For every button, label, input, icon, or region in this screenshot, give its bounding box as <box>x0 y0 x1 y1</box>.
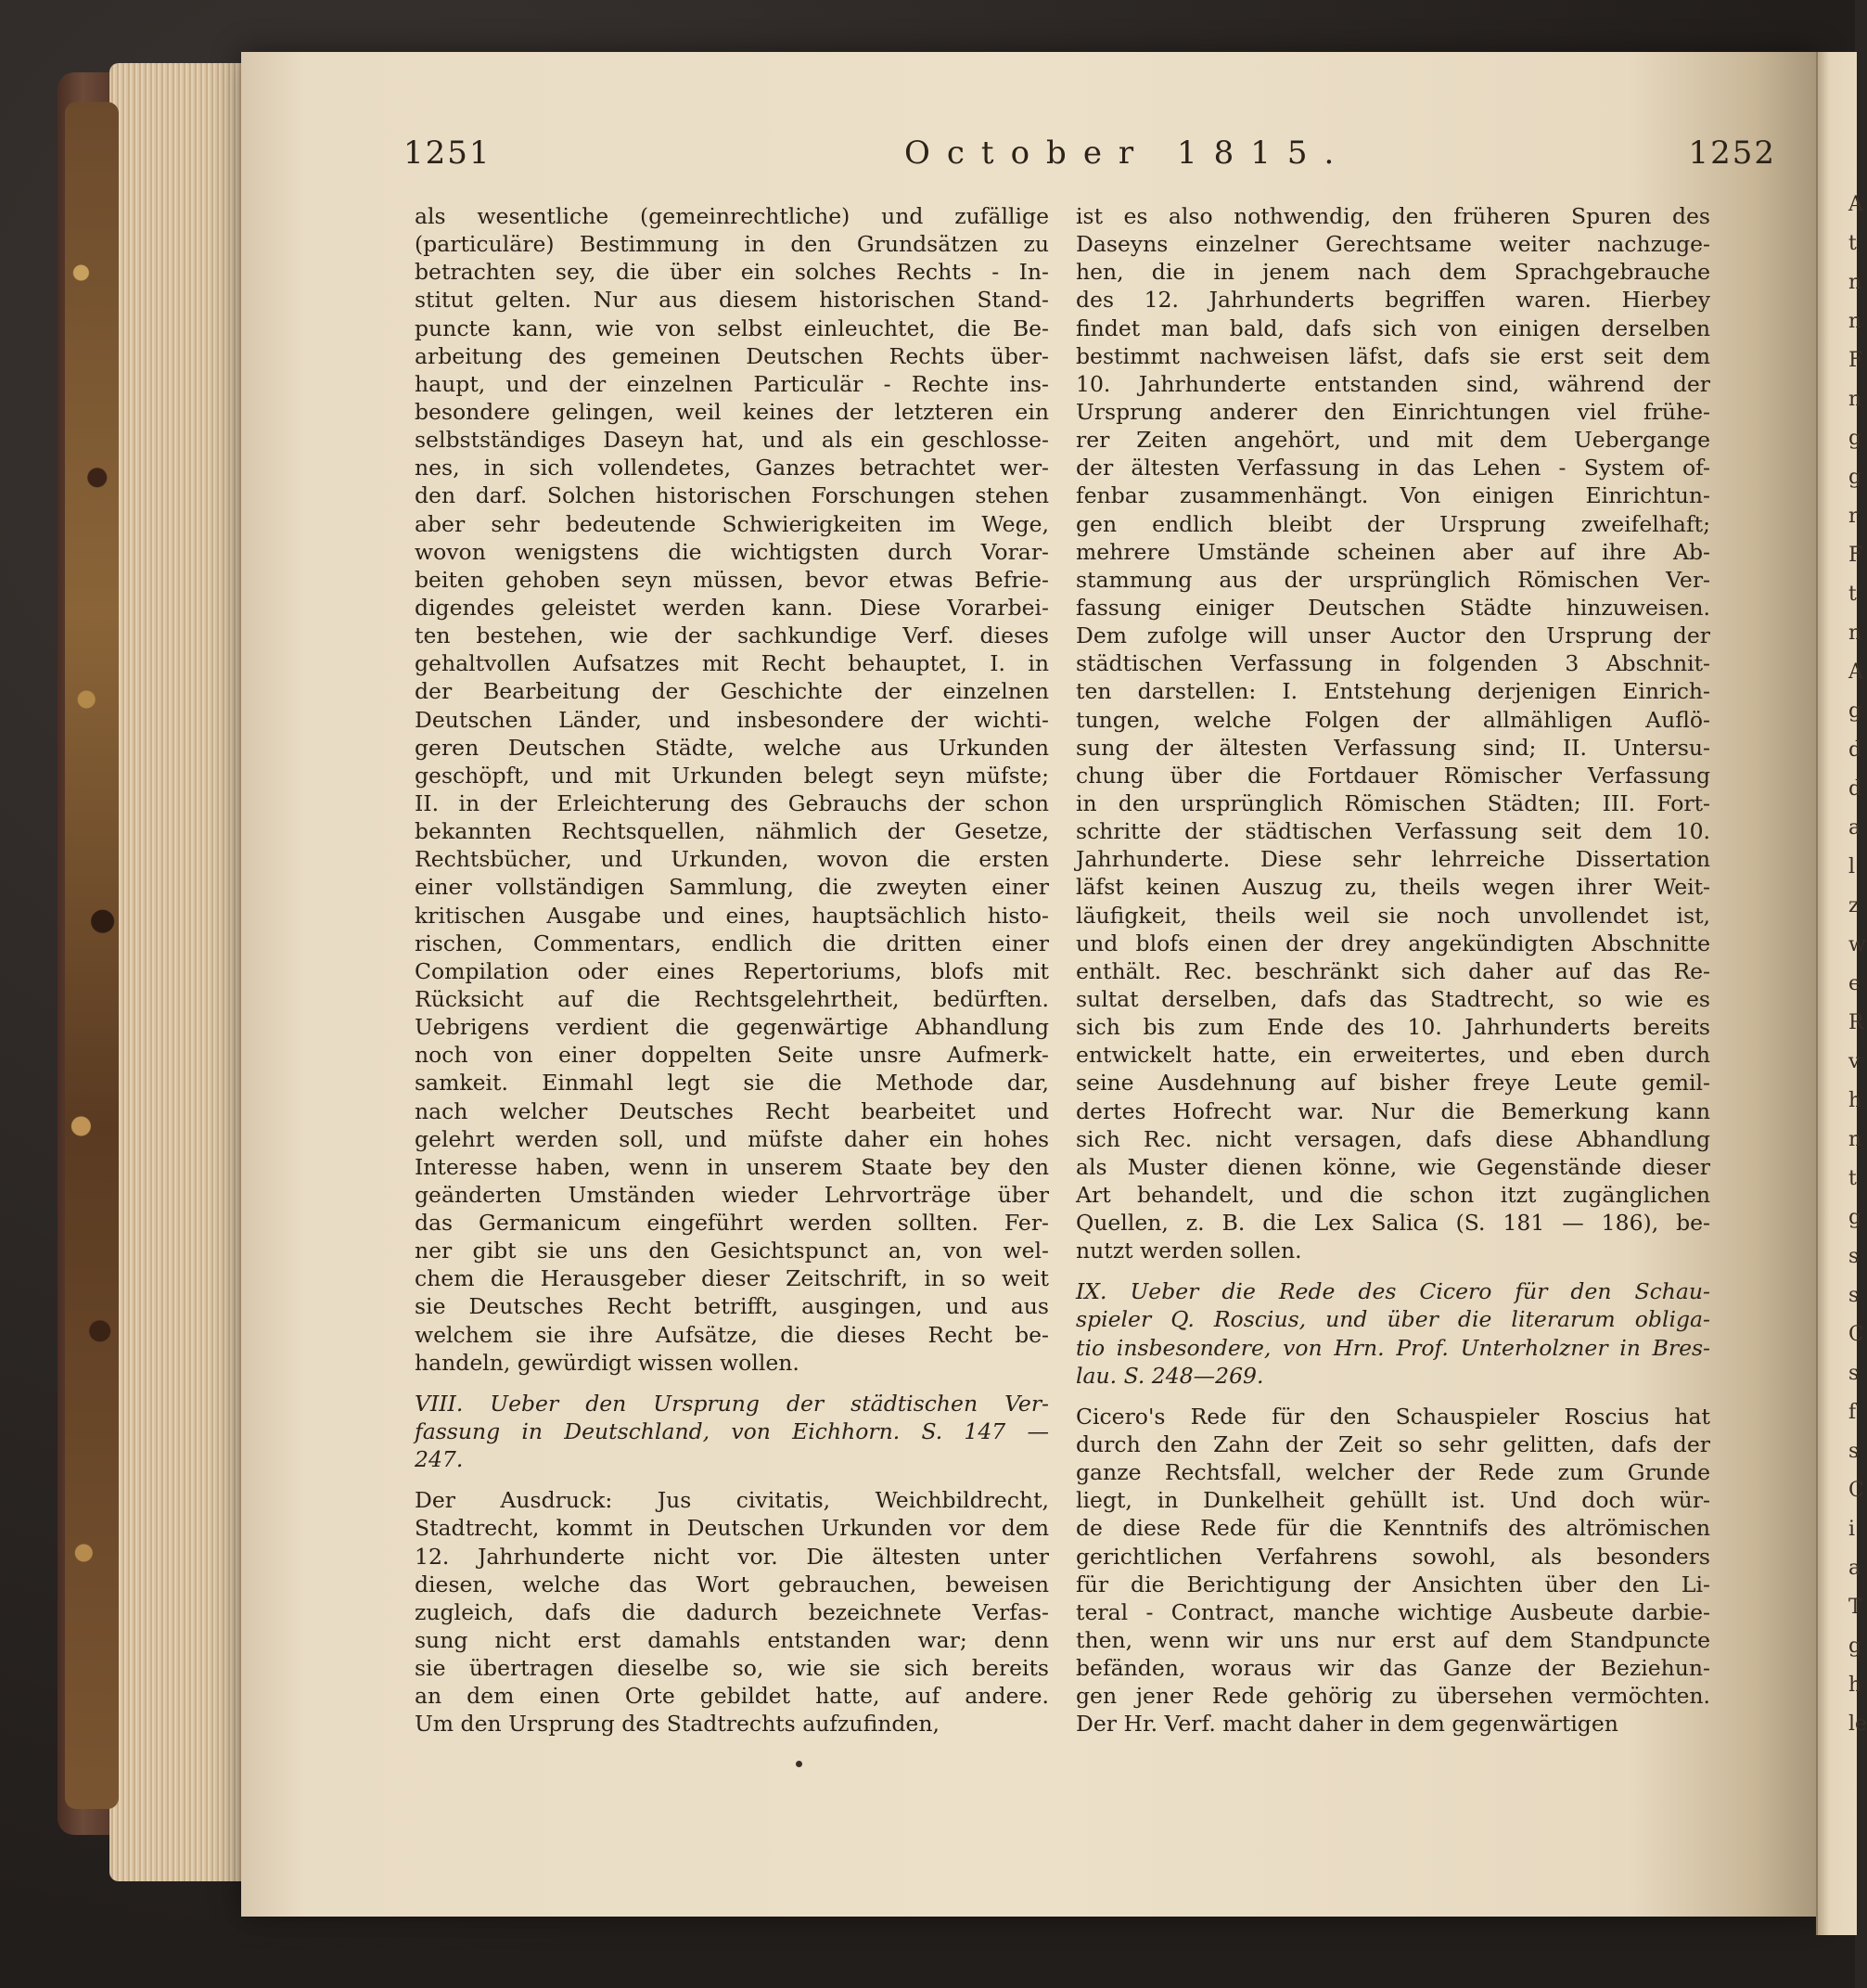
marbled-edge <box>65 102 119 1809</box>
lines_after-line: befänden, woraus wir das Ganze der Beziehun- <box>1076 1655 1710 1682</box>
lines-line: (particuläre) Bestimmung in den Grundsätzen zu <box>415 231 1049 258</box>
edge-letter: a <box>1848 816 1861 840</box>
edge-letter: f <box>1848 1401 1857 1424</box>
lines-line: bestimmt nachweisen läfst, dafs sie erst seit dem <box>1076 342 1710 369</box>
lines-line: und blofs einen der drey angekündigten Abschnitte <box>1076 930 1710 956</box>
lines-line: noch von einer doppelten Seite unsre Aufmerk- <box>415 1042 1049 1069</box>
edge-letter: d <box>1848 777 1862 801</box>
edge-letter: A <box>1848 661 1863 684</box>
lines-line: ten darstellen: I. Entstehung derjenigen Einrich- <box>1076 678 1710 705</box>
left-text-column <box>415 202 1049 1738</box>
lines-line: schritte der städtischen Verfassung seit dem 10. <box>1076 818 1710 845</box>
lines-line: II. in der Erleichterung des Gebrauchs der schon <box>415 789 1049 816</box>
edge-letter: t <box>1848 1167 1857 1190</box>
lines-line: der Bearbeitung der Geschichte der einzelnen <box>415 678 1049 705</box>
lines-line: besondere gelingen, weil keines der letzteren ein <box>415 398 1049 425</box>
lines-line: Compilation oder eines Repertoriums, blofs mit <box>415 957 1049 984</box>
section-gap <box>415 1377 1049 1390</box>
edge-letter: a <box>1848 1557 1861 1580</box>
lines-line: Daseyns einzelner Gerechtsame weiter nachzuge- <box>1076 231 1710 258</box>
lines-line: des 12. Jahrhunderts begriffen waren. Hierbey <box>1076 287 1710 314</box>
lines_after-line: teral - Contract, manche wichtige Ausbeute darbie- <box>1076 1598 1710 1625</box>
lines-line: handeln, gewürdigt wissen wollen. <box>415 1349 799 1376</box>
lines-line: sie Deutsches Recht betrifft, ausgingen, und aus <box>415 1293 1049 1320</box>
lines_after-line: gerichtlichen Verfahrens sowohl, als besonders <box>1076 1543 1710 1570</box>
edge-letter: n <box>1848 622 1862 645</box>
lines_after-line: then, wenn wir uns nur erst auf dem Standpuncte <box>1076 1627 1710 1654</box>
edge-letter: s <box>1848 1245 1860 1268</box>
lines_after-line: ganze Rechtsfall, welcher der Rede zum Grunde <box>1076 1459 1710 1486</box>
lines-line: betrachten sey, die über ein solches Rechts - In- <box>415 259 1049 286</box>
lines-line: digendes geleistet werden kann. Diese Vorarbei- <box>415 594 1049 621</box>
lines-line: stitut gelten. Nur aus diesem historischen Stand- <box>415 287 1049 314</box>
lines_after-line: Der Hr. Verf. macht daher in dem gegenwärtigen <box>1076 1711 1618 1738</box>
lines-line: bekannten Rechtsquellen, nähmlich der Gesetze, <box>415 818 1049 845</box>
lines-line: als Muster dienen könne, wie Gegenstände dieser <box>1076 1153 1710 1180</box>
edge-letter: h <box>1848 1674 1862 1697</box>
edge-letter: h <box>1848 1089 1862 1112</box>
lines-line: seine Ausdehnung auf bisher freye Leute gemil- <box>1076 1070 1710 1097</box>
lines-line: nutzt werden sollen. <box>1076 1238 1302 1264</box>
lines-line: ist es also nothwendig, den früheren Spuren des <box>1076 203 1710 229</box>
lines-line: Rücksicht auf die Rechtsgelehrtheit, bedürften. <box>415 985 1049 1012</box>
edge-letter: n <box>1848 388 1862 411</box>
section-gap <box>415 1473 1049 1486</box>
lines-line: sung der ältesten Verfassung sind; II. Untersu- <box>1076 734 1710 761</box>
lines_after-line: Der Ausdruck: Jus civitatis, Weichbildrecht, <box>415 1487 1049 1514</box>
lines_after-line: Cicero's Rede für den Schauspieler Roscius hat <box>1076 1403 1710 1430</box>
lines_after-line: durch den Zahn der Zeit so sehr gelitten, dafs der <box>1076 1431 1710 1458</box>
lines-line: Uebrigens verdient die gegenwärtige Abhandlung <box>415 1014 1049 1041</box>
lines-line: Deutschen Länder, und insbesondere der wichti- <box>415 706 1049 733</box>
lines-line: enthält. Rec. beschränkt sich daher auf das Re- <box>1076 957 1710 984</box>
lines-line: geänderten Umständen wieder Lehrvorträge über <box>415 1181 1049 1208</box>
edge-letter: g <box>1848 1635 1862 1658</box>
lines-line: gehaltvollen Aufsatzes mit Recht behauptet, I. in <box>415 650 1049 677</box>
lines-line: beiten gehoben seyn müssen, bevor etwas Befrie- <box>415 566 1049 593</box>
edge-letter: l <box>1848 855 1856 879</box>
next-page-letters <box>1848 186 1867 1744</box>
lines-line: läufigkeit, theils weil sie noch unvollendet ist, <box>1076 902 1710 929</box>
running-title: October 1815. <box>904 135 1351 172</box>
lines_after-line: gen jener Rede gehörig zu übersehen vermöchten. <box>1076 1683 1710 1710</box>
lines-line: Ursprung anderer den Einrichtungen viel frühe- <box>1076 398 1710 425</box>
lines-line: gelehrt werden soll, und müfste daher ein hohes <box>415 1125 1049 1152</box>
edge-letter: F <box>1848 349 1863 372</box>
lines-line: einer vollständigen Sammlung, die zweyten einer <box>415 874 1049 901</box>
lines_after-line: zugleich, dafs die dadurch bezeichnete Verfas- <box>415 1598 1049 1625</box>
lines_after-line: sung nicht erst damahls entstanden war; denn <box>415 1627 1049 1654</box>
page-mark <box>796 1761 802 1767</box>
lines-line: kritischen Ausgabe und eines, hauptsächlich histo- <box>415 902 1049 929</box>
lines_after-line: diesen, welche das Wort gebrauchen, beweisen <box>415 1571 1049 1597</box>
lines-line: geschöpft, und mit Urkunden belegt seyn müfste; <box>415 762 1049 789</box>
section-gap <box>1076 1390 1710 1403</box>
edge-letter: d <box>1848 738 1862 762</box>
lines-line: ner gibt sie uns den Gesichtspunct an, von wel- <box>415 1238 1049 1264</box>
lines-line: rischen, Commentars, endlich die dritten einer <box>415 930 1049 956</box>
lines-line: sich bis zum Ende des 10. Jahrhunderts bereits <box>1076 1014 1710 1041</box>
lines-line: das Germanicum eingeführt werden sollten. Fer- <box>415 1210 1049 1237</box>
edge-letter: i <box>1848 1518 1856 1541</box>
section_heading-line: tio insbesondere, von Hrn. Prof. Unterholzner in Bres- <box>1076 1334 1710 1361</box>
lines_after-line: liegt, in Dunkelheit gehüllt ist. Und doch wür- <box>1076 1487 1710 1514</box>
edge-letter: T <box>1848 1596 1862 1619</box>
lines-line: den darf. Solchen historischen Forschungen stehen <box>415 482 1049 509</box>
lines_after-line: an dem einen Orte gebildet hatte, auf andere. <box>415 1683 1049 1710</box>
lines_after-line: Um den Ursprung des Stadtrechts aufzufinden, <box>415 1711 940 1738</box>
lines-line: gen endlich bleibt der Ursprung zweifelhaft; <box>1076 510 1710 537</box>
lines-line: städtischen Verfassung in folgenden 3 Abschnit- <box>1076 650 1710 677</box>
lines-line: welchem sie ihre Aufsätze, die dieses Recht be- <box>415 1321 1049 1348</box>
edge-letter: C <box>1848 1323 1864 1346</box>
section_heading-line: lau. S. 248—269. <box>1076 1362 1264 1389</box>
lines-line: rer Zeiten angehört, und mit dem Uebergange <box>1076 427 1710 454</box>
lines_after-line: für die Berichtigung der Ansichten über den Li- <box>1076 1571 1710 1597</box>
lines-line: tungen, welche Folgen der allmähligen Auflö- <box>1076 706 1710 733</box>
right-page-number: 1252 <box>1688 135 1776 172</box>
lines-line: haupt, und der einzelnen Particulär - Rechte ins- <box>415 370 1049 397</box>
lines-line: läfst keinen Auszug zu, theils wegen ihrer Weit- <box>1076 874 1710 901</box>
lines-line: sultat derselben, dafs das Stadtrecht, so wie es <box>1076 985 1710 1012</box>
edge-letter: n <box>1848 1128 1862 1151</box>
edge-letter: v <box>1848 1050 1861 1073</box>
lines-line: als wesentliche (gemeinrechtliche) und zufällige <box>415 203 1049 229</box>
lines-line: chem die Herausgeber dieser Zeitschrift, in so weit <box>415 1265 1049 1292</box>
lines-line: entwickelt hatte, ein erweitertes, und eben durch <box>1076 1042 1710 1069</box>
page-header <box>403 135 1776 181</box>
section_heading-line: VIII. Ueber den Ursprung der städtischen Ver- <box>415 1390 1049 1417</box>
edge-letter: g <box>1848 699 1862 723</box>
lines-line: fenbar zusammenhängt. Von einigen Einrichtun- <box>1076 482 1710 509</box>
lines-line: ten bestehen, wie der sachkundige Verf. dieses <box>415 622 1049 649</box>
lines-line: in den ursprünglich Römischen Städten; III. Fort- <box>1076 789 1710 816</box>
edge-letter: w <box>1848 933 1866 956</box>
edge-letter: t <box>1848 232 1857 255</box>
section_heading-line: spieler Q. Roscius, und über die literarum obliga- <box>1076 1306 1710 1333</box>
page-block-edge <box>109 63 262 1881</box>
lines-line: mehrere Umstände scheinen aber auf ihre Ab- <box>1076 538 1710 565</box>
lines-line: puncte kann, wie von selbst einleuchtet, die Be- <box>415 314 1049 341</box>
lines_after-line: Stadtrecht, kommt in Deutschen Urkunden vor dem <box>415 1515 1049 1542</box>
edge-letter: le <box>1848 1712 1867 1736</box>
left-page-number: 1251 <box>403 135 492 172</box>
lines-line: selbstständiges Daseyn hat, und als ein geschlosse- <box>415 427 1049 454</box>
lines-line: hen, die in jenem nach dem Sprachgebrauche <box>1076 259 1710 286</box>
lines-line: arbeitung des gemeinen Deutschen Rechts über- <box>415 342 1049 369</box>
edge-letter: z <box>1848 894 1860 917</box>
lines-line: fassung einiger Deutschen Städte hinzuweisen. <box>1076 594 1710 621</box>
edge-letter: g <box>1848 466 1862 489</box>
lines-line: chung über die Fortdauer Römischer Verfassung <box>1076 762 1710 789</box>
lines-line: findet man bald, dafs sich von einigen derselben <box>1076 314 1710 341</box>
edge-letter: F <box>1848 544 1863 567</box>
lines-line: stammung aus der ursprünglich Römischen Ver- <box>1076 566 1710 593</box>
section-gap <box>1076 1264 1710 1277</box>
edge-letter: A <box>1848 193 1863 216</box>
lines-line: nach welcher Deutsches Recht bearbeitet und <box>415 1097 1049 1124</box>
lines-line: 10. Jahrhunderte entstanden sind, während der <box>1076 370 1710 397</box>
lines-line: Dem zufolge will unser Auctor den Ursprung der <box>1076 622 1710 649</box>
edge-letter: n <box>1848 310 1862 333</box>
edge-letter: g <box>1848 427 1862 450</box>
lines-line: dertes Hofrecht war. Nur die Bemerkung kann <box>1076 1097 1710 1124</box>
lines-line: wovon wenigstens die wichtigsten durch Vorar- <box>415 538 1049 565</box>
lines_after-line: sie übertragen dieselbe so, wie sie sich bereits <box>415 1655 1049 1682</box>
section_heading-line: IX. Ueber die Rede des Cicero für den Schau- <box>1076 1278 1710 1305</box>
lines-line: Quellen, z. B. die Lex Salica (S. 181 — 186), be- <box>1076 1210 1710 1237</box>
edge-letter: t <box>1848 583 1857 606</box>
edge-letter: r <box>1848 505 1859 528</box>
edge-letter: s <box>1848 1362 1860 1385</box>
section_heading-line: fassung in Deutschland, von Eichhorn. S. 147 — <box>415 1418 1049 1445</box>
lines_after-line: 12. Jahrhunderte nicht vor. Die ältesten unter <box>415 1543 1049 1570</box>
edge-letter: R <box>1848 1011 1864 1034</box>
edge-letter: n <box>1848 271 1862 294</box>
lines-line: Rechtsbücher, und Urkunden, wovon die ersten <box>415 846 1049 873</box>
lines-line: aber sehr bedeutende Schwierigkeiten im Wege, <box>415 510 1049 537</box>
lines-line: samkeit. Einmahl legt sie die Methode dar, <box>415 1070 1049 1097</box>
right-text-column <box>1076 202 1710 1738</box>
lines-line: Jahrhunderte. Diese sehr lehrreiche Dissertation <box>1076 846 1710 873</box>
edge-letter: e <box>1848 972 1861 995</box>
edge-letter: s <box>1848 1284 1860 1307</box>
lines-line: Interesse haben, wenn in unserem Staate bey den <box>415 1153 1049 1180</box>
section_heading-line: 247. <box>415 1446 464 1473</box>
lines-line: geren Deutschen Städte, welche aus Urkunden <box>415 734 1049 761</box>
edge-letter: C <box>1848 1479 1864 1502</box>
lines-line: sich Rec. nicht versagen, dafs diese Abhandlung <box>1076 1125 1710 1152</box>
lines-line: Art behandelt, und die schon itzt zugänglichen <box>1076 1181 1710 1208</box>
lines-line: der ältesten Verfassung in das Lehen - System of- <box>1076 455 1710 481</box>
lines-line: nes, in sich vollendetes, Ganzes betrachtet wer- <box>415 455 1049 481</box>
edge-letter: s <box>1848 1440 1860 1463</box>
lines_after-line: de diese Rede für die Kenntnifs des altrömischen <box>1076 1515 1710 1542</box>
edge-letter: g <box>1848 1206 1862 1229</box>
